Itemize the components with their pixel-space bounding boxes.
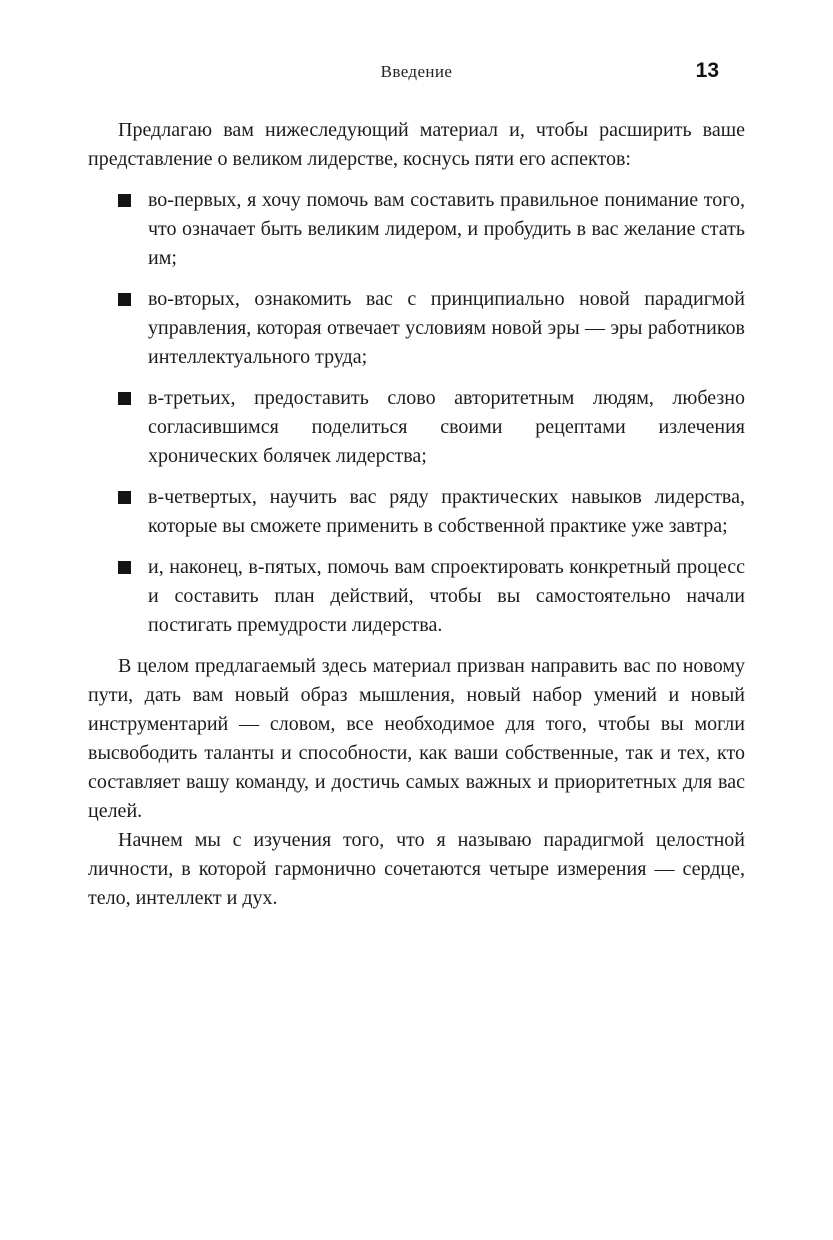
square-bullet-icon bbox=[118, 561, 131, 574]
square-bullet-icon bbox=[118, 194, 131, 207]
page-number: 13 bbox=[695, 59, 719, 82]
page-body bbox=[88, 116, 745, 913]
bullet-item-text: во-вторых, ознакомить вас с принципиально новой парадигмой управления, которая отвечает условиям новой эры — эры работников интеллектуального труда; bbox=[148, 288, 745, 368]
page-header bbox=[88, 59, 745, 90]
square-bullet-icon bbox=[118, 491, 131, 504]
closing-paragraph: Начнем мы с изучения того, что я называю парадигмой целостной личности, в которой гармонично сочетаются четыре измерения — сердце, тело, интеллект и дух. bbox=[88, 829, 745, 909]
bullet-item bbox=[88, 285, 745, 372]
square-bullet-icon bbox=[118, 392, 131, 405]
bullet-item bbox=[88, 553, 745, 640]
bullet-item bbox=[88, 384, 745, 471]
bullet-item bbox=[88, 483, 745, 541]
running-title: Введение bbox=[380, 62, 453, 81]
bullet-item-text: в-четвертых, научить вас ряду практических навыков лидерства, которые вы сможете применить в собственной практике уже завтра; bbox=[148, 486, 745, 537]
square-bullet-icon bbox=[118, 293, 131, 306]
bullet-item-text: в-третьих, предоставить слово авторитетным людям, любезно согласившимся поделиться своими рецептами излечения хронических болячек лидерства; bbox=[148, 387, 745, 467]
bullet-item bbox=[88, 186, 745, 273]
bullet-item-text: и, наконец, в-пятых, помочь вам спроектировать конкретный процесс и составить план действий, чтобы вы самостоятельно начали постигать премудрости лидерства. bbox=[148, 556, 745, 636]
intro-paragraph: Предлагаю вам нижеследующий материал и, чтобы расширить ваше представление о великом лидерстве, коснусь пяти его аспектов: bbox=[88, 119, 745, 170]
summary-paragraph: В целом предлагаемый здесь материал призван направить вас по новому пути, дать вам новый образ мышления, новый набор умений и новый инструментарий — словом, все необходимое для того, чтобы вы могли высвободить таланты и способности, как ваши собственные, так и тех, кто составляет вашу команду, и достичь самых важных и приоритетных для вас целей. bbox=[88, 655, 745, 822]
bullet-list bbox=[88, 186, 745, 640]
bullet-item-text: во-первых, я хочу помочь вам составить правильное понимание того, что означает быть великим лидером, и пробудить в вас желание стать им; bbox=[148, 189, 745, 269]
